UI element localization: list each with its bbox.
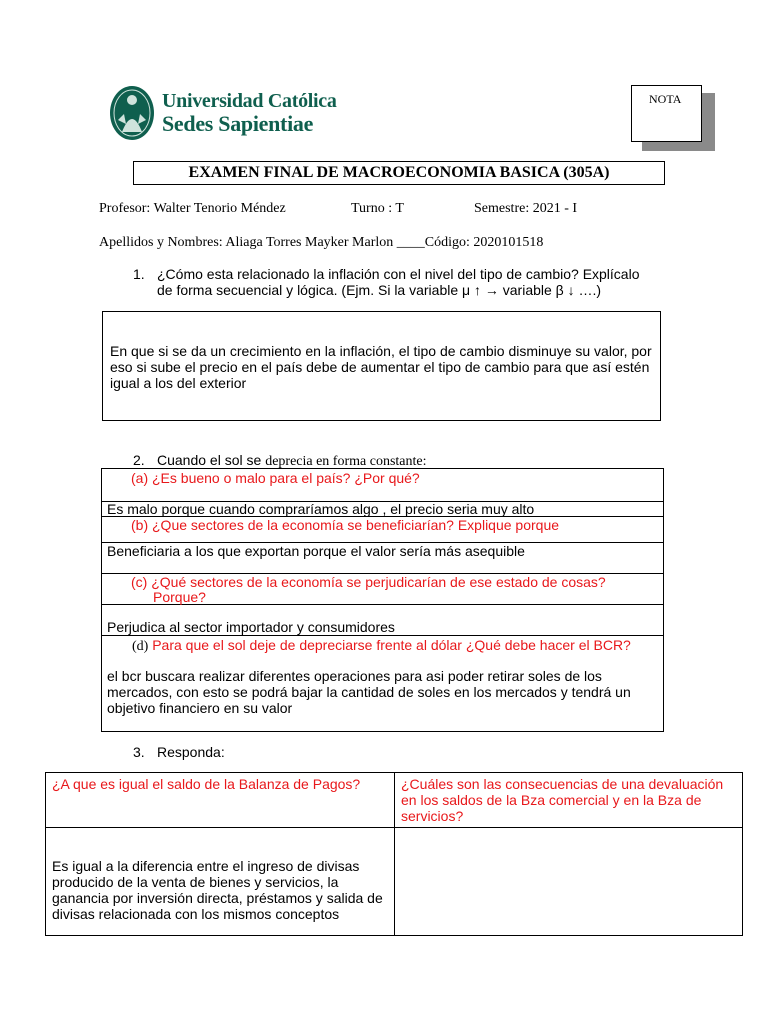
- question-3-number: 3.: [133, 744, 145, 760]
- question-2d: Para que el sol deje de depreciarse frente al dólar ¿Qué debe hacer el BCR?: [152, 637, 631, 653]
- question-2d-label: (d): [132, 639, 149, 654]
- question-2-number: 2.: [133, 452, 145, 468]
- exam-title: EXAMEN FINAL DE MACROECONOMIA BASICA (305A): [133, 161, 665, 185]
- question-1-line2: de forma secuencial y lógica. (Ejm. Si la variable μ ↑ → variable β ↓ ….): [157, 282, 602, 298]
- question-3-table: [45, 772, 743, 936]
- answer-1-box[interactable]: [102, 311, 661, 421]
- answer-2a[interactable]: Es malo porque cuando compraríamos algo , el precio seria muy alto: [107, 501, 535, 517]
- nota-label: NOTA: [649, 92, 682, 106]
- question-2-table: [101, 468, 664, 732]
- question-3-left: ¿A que es igual el saldo de la Balanza de Pagos?: [46, 773, 395, 828]
- semestre-text: Semestre: 2021 - I: [474, 201, 578, 216]
- question-2a: (a) ¿Es bueno o malo para el país? ¿Por qué?: [131, 470, 420, 486]
- answer-2c[interactable]: Perjudica al sector importador y consumidores: [107, 619, 395, 635]
- answer-1-text: En que si se da un crecimiento en la inflación, el tipo de cambio disminuye su valor, por eso si sube el precio en el país debe de aumentar el tipo de cambio para que así estén igual a los del exterior: [110, 343, 652, 391]
- question-3-right: ¿Cuáles son las consecuencias de una devaluación en los saldos de la Bza comercial y en la Bza de servicios?: [395, 773, 743, 828]
- student-name-code: Apellidos y Nombres: Aliaga Torres Mayker Marlon ____Código: 2020101518: [99, 235, 544, 250]
- answer-2b[interactable]: Beneficiaria a los que exportan porque el valor sería más asequible: [107, 543, 525, 559]
- nota-box: [631, 85, 702, 142]
- question-2c-line1: (c) ¿Qué sectores de la economía se perjudicarían de ese estado de cosas?: [131, 574, 606, 590]
- turno-text: Turno : T: [351, 201, 404, 216]
- question-3-intro: Responda:: [157, 744, 225, 760]
- answer-2d[interactable]: el bcr buscara realizar diferentes operaciones para asi poder retirar soles de los mercados, con esto se podrá bajar la cantidad de soles en los mercados y tendrá un objetivo financiero en su valor: [107, 668, 631, 716]
- answer-3-right[interactable]: [395, 828, 743, 936]
- question-1-line1: ¿Cómo esta relacionado la inflación con el nivel del tipo de cambio? Explícalo: [157, 266, 640, 282]
- question-2-intro: Cuando el sol se deprecia en forma constante:: [157, 452, 427, 469]
- question-1-number: 1.: [133, 266, 145, 282]
- profesor-text: Profesor: Walter Tenorio Méndez: [99, 201, 286, 216]
- question-2b: (b) ¿Que sectores de la economía se beneficiarían? Explique porque: [131, 517, 560, 533]
- university-logo: [108, 84, 337, 144]
- university-seal-icon: [108, 84, 156, 142]
- university-name-line1: Universidad Católica: [162, 90, 337, 112]
- university-name-line2: Sedes Sapientiae: [162, 111, 314, 136]
- question-2c-line2: Porque?: [153, 589, 206, 605]
- answer-3-left[interactable]: Es igual a la diferencia entre el ingreso de divisas producido de la venta de bienes y servicios, la ganancia por inversión directa, préstamos y salida de divisas relacionada con los mismos conceptos: [46, 828, 395, 936]
